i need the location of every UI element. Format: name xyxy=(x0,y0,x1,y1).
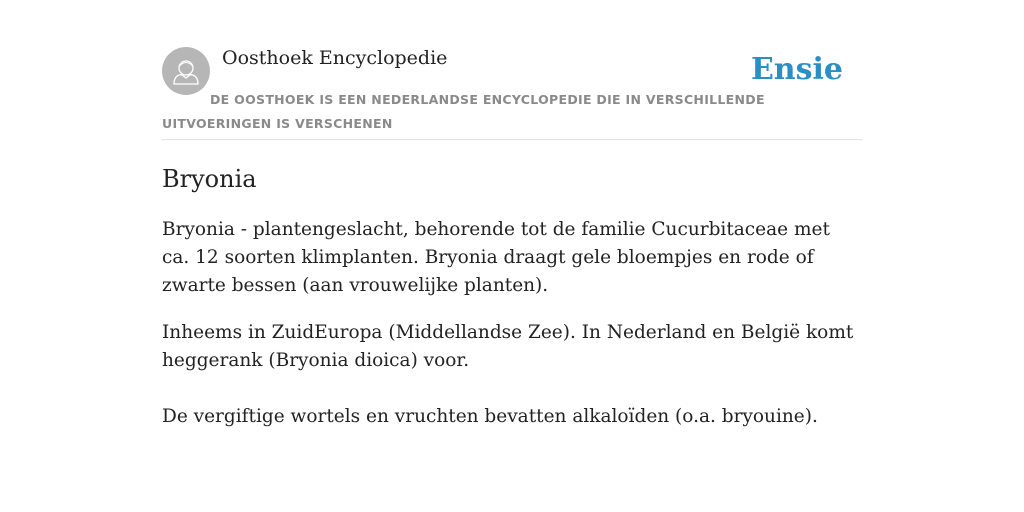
article-paragraph-1: Bryonia - plantengeslacht, behorende tot de familie Cucurbitaceae met ca. 12 soorten klimplanten. Bryonia draagt gele bloempjes en rode of zwarte bessen (aan vrouwelijke planten). xyxy=(162,219,830,296)
page-container xyxy=(162,46,862,427)
source-header xyxy=(162,46,862,140)
article-paragraph-2: Inheems in ZuidEuropa (Middellandse Zee). In Nederland en België komt heggerank (Bryonia dioica) voor. xyxy=(162,322,854,371)
article-title: Bryonia xyxy=(162,165,257,193)
ensie-logo[interactable]: Ensie xyxy=(750,52,843,87)
article-paragraph-3: De vergiftige wortels en vruchten bevatten alkaloïden (o.a. bryouine). xyxy=(162,406,818,427)
source-description: DE OOSTHOEK IS EEN NEDERLANDSE ENCYCLOPEDIE DIE IN VERSCHILLENDE UITVOERINGEN IS VERSCHENEN xyxy=(162,92,765,131)
source-name[interactable]: Oosthoek Encyclopedie xyxy=(222,47,448,69)
